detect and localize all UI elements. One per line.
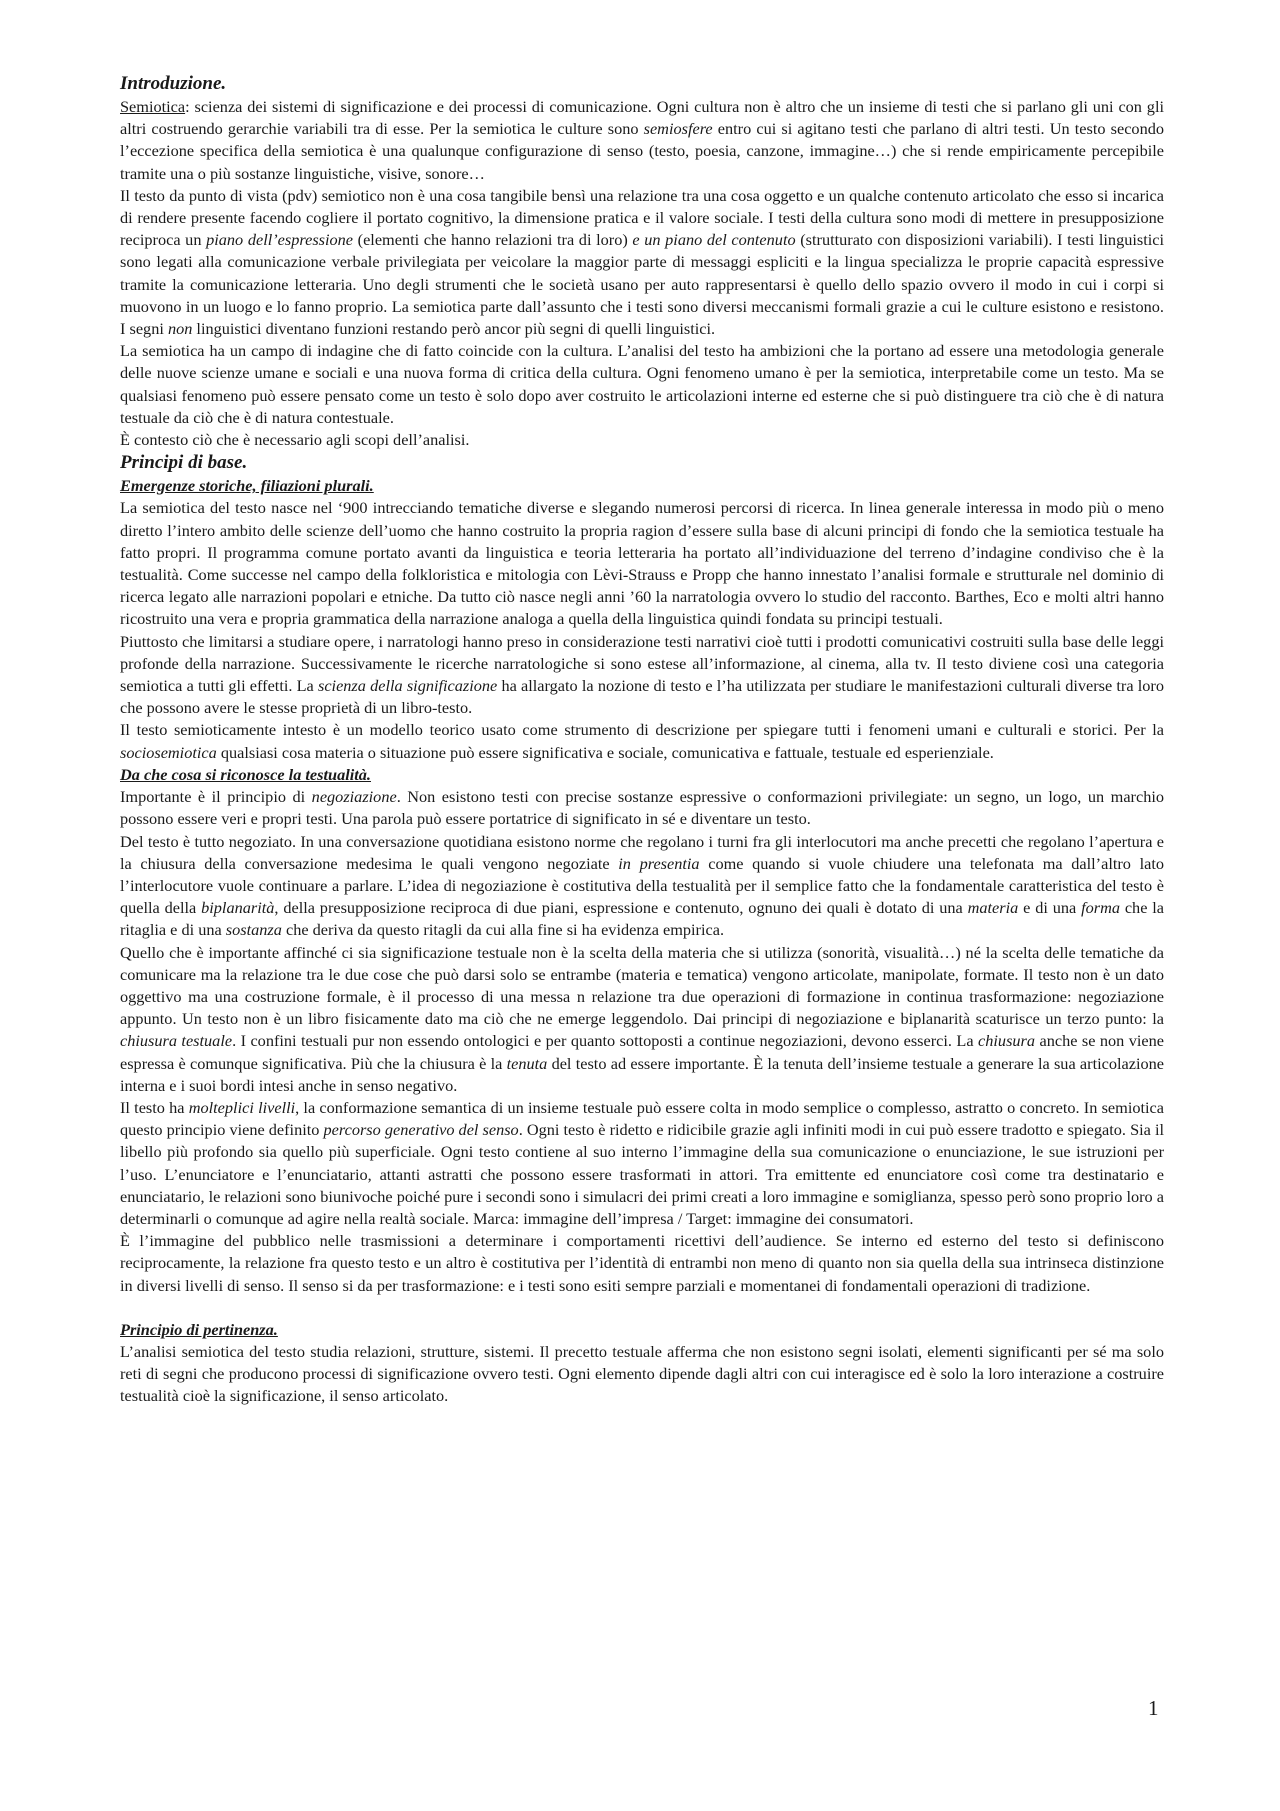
emphasis: non — [167, 319, 193, 339]
text-run: . I confini testuali pur non essendo ontologici e per quanto sottoposti a continue negoziazioni, devono esserci. La — [232, 1031, 979, 1051]
testualita-paragraph-3 — [120, 942, 1164, 1097]
text-run: e di una — [1018, 898, 1082, 918]
text-run: : scienza dei sistemi di significazione e dei processi di comunicazione. Ogni cultura non è altro che un insieme di testi che si parlano gli uni con gli altri costruendo gerarchie variabili tra di esse. Per la semiotica le culture sono — [120, 97, 1164, 139]
text-run: (strutturato con disposizioni variabili). I testi linguistici sono legati alla comunicazione verbale privilegiata per veicolare la maggior parte di messaggi espliciti e la lingua specializza le proprie capacità espressive tramite la comunicazione letteraria. Uno degli strumenti che le società usano per auto rappresentarsi è quello dello spazio ovvero il modo in cui i corpi si muovono in un luogo e lo fanno proprio. La semiotica parte dall’assunto che i testi sono diversi meccanismi formali grazie a cui le culture esistono e resistono. I segni — [120, 230, 1165, 339]
emphasis: biplanarità — [201, 898, 275, 918]
text-run: Piuttosto che limitarsi a studiare opere, i narratologi hanno preso in considerazione testi narrativi cioè tutti i prodotti comunicativi costruiti sulla base delle leggi profonde della narrazione. Successivamente le ricerche narratologiche si sono estese all’informazione, al cinema, alla tv. Il testo diviene così una categoria semiotica a tutti gli effetti. La — [120, 631, 1164, 696]
emphasis: semiosfere — [643, 119, 713, 139]
text-run: linguistici diventano funzioni restando però ancor più segni di quelli linguistici. — [192, 319, 716, 339]
text-run: Il testo da punto di vista (pdv) semiotico non è una cosa tangibile bensì una relazione tra una cosa oggetto e un qualche contenuto articolato che esso si incarica di rendere presente facendo cogliere il portato cognitivo, la dimensione pratica e il valore sociale. I testi della cultura sono modi di mettere in presupposizione reciproca un — [120, 185, 1164, 250]
emergenze-paragraph-3 — [120, 719, 1164, 763]
testualita-paragraph-1 — [120, 786, 1164, 830]
section-title-emergenze: Emergenze storiche, filiazioni plurali. — [120, 476, 374, 496]
text-run: come quando si vuole chiudere una telefonata ma dall’altro lato l’interlocutore vuole continuare a parlare. L’idea di negoziazione è costitutiva della testualità per il semplice fatto che la fondamentale caratteristica del testo è quella della — [120, 853, 1164, 918]
section-title-pertinenza: Principio di pertinenza. — [120, 1319, 278, 1339]
text-run: , la conformazione semantica di un insieme testuale può essere colta in modo semplice o complesso, astratto o concreto. In semiotica questo principio viene definito — [120, 1097, 1164, 1140]
text-run: Del testo è tutto negoziato. In una conversazione quotidiana esistono norme che regolano i turni fra gli interlocutori ma anche precetti che regolano l’apertura e la chiusura della conversazione medesima le quali vengono negoziate — [120, 831, 1164, 873]
emergenze-paragraph-2 — [120, 631, 1164, 720]
emphasis: materia — [967, 898, 1019, 918]
emphasis: molteplici livelli — [188, 1097, 296, 1117]
emphasis: forma — [1081, 898, 1120, 918]
emphasis: tenuta — [506, 1053, 548, 1073]
emphasis: piano dell’espressione — [206, 230, 354, 250]
emphasis: chiusura testuale — [120, 1031, 233, 1051]
text-run: Il testo ha — [120, 1097, 189, 1117]
intro-paragraph-1 — [120, 96, 1164, 185]
page-number: 1 — [1148, 1696, 1159, 1720]
document-page — [120, 72, 1164, 1408]
text-run: che deriva da questo ritagli da cui alla fine si ha evidenza empirica. — [281, 920, 725, 940]
text-run: entro cui si agitano testi che parlano di altri testi. Un testo secondo l’eccezione specifica della semiotica è una qualunque configurazione di senso (testo, poesia, canzone, immagine…) che si rende empiricamente percepibile tramite una o più sostanze linguistiche, visive, sonore… — [120, 119, 1164, 183]
emphasis: sociosemiotica — [120, 742, 217, 762]
text-run: . Ogni testo è ridetto e ridicibile grazie agli infiniti modi in cui può essere tradotto e spiegato. Sia il libello più profondo sia quello più superficiale. Ogni testo contiene al suo interno l’immagine della sua comunicazione o enunciazione, le sue istruzioni per l’uso. L’enunciatore e l’enunciatario, attanti astratti che possono essere trasformati in attori. Tra emittente ed enunciatore così come tra destinatario e enunciatario, le relazioni sono biunivoche poiché pure i secondi sono i simulacri dei primi creati a loro immagine e somiglianza, spesso però sono proprio loro a determinarli o comunque ad agire nella realtà sociale. Marca: immagine dell’impresa / Target: immagine dei consumatori. — [120, 1120, 1165, 1228]
text-run: Importante è il principio di — [120, 787, 312, 807]
text-run: . Non esistono testi con precise sostanze espressive o conformazioni privilegiate: un segno, un logo, un marchio possono essere veri e propri testi. Una parola può essere portatrice di significato in sé e diventare un testo. — [120, 787, 1165, 829]
text-run: Quello che è importante affinché ci sia significazione testuale non è la scelta della materia che si utilizza (sonorità, visualità…) né la scelta delle tematiche da comunicare ma la relazione tra le due cose che può darsi solo se entrambe (materia e tematica) vengono articolate, manipolate, formate. Il testo non è un dato oggettivo ma una costruzione formale, è il processo di una messa n relazione tra due operazioni di formazione in continua trasformazione: negoziazione appunto. Un testo non è un libro fisicamente dato ma ciò che ne emerge leggendolo. Dai principi di negoziazione e biplanarità scaturisce un terzo punto: la — [120, 942, 1164, 1029]
term-semiotica: Semiotica — [120, 97, 186, 116]
intro-paragraph-2 — [120, 185, 1164, 340]
intro-paragraph-3: La semiotica ha un campo di indagine che di fatto coincide con la cultura. L’analisi del testo ha ambizioni che la portano ad essere una metodologia generale delle nuove scienze umane e sociali e una nuova forma di critica della cultura. Ogni fenomeno umano è per la semiotica, interpretabile come un testo. Ma se qualsiasi fenomeno può essere pensato come un testo è solo dopo aver costruito le articolazioni interne ed esterne che si può distinguere tra ciò che è di natura testuale da ciò che è di natura contestuale. — [120, 341, 1164, 427]
paragraph-spacer — [120, 1297, 1164, 1319]
testualita-paragraph-2 — [120, 831, 1164, 942]
emphasis: sostanza — [225, 920, 282, 940]
emergenze-paragraph-1: La semiotica del testo nasce nel ‘900 intrecciando tematiche diverse e slegando numerosi percorsi di ricerca. In linea generale interessa in modo più o meno diretto l’intero ambito delle scienze dell’uomo che hanno costruito la propria ragion d’essere sulla base di alcuni principi di fondo che la semiotica testuale ha fatto propri. Il programma comune portato avanti da linguistica e teoria letteraria ha portato all’individuazione del terreno d’indagine condiviso che è la testualità. Come successe nel campo della folkloristica e mitologia con Lèvi-Strauss e Propp che hanno innestato l’analisi formale e strutturale nel dominio di ricerca legato alle narrazioni popolari e etniche. Da tutto ciò nasce negli anni ’60 la narratologia ovvero lo studio del racconto. Barthes, Eco e molti altri hanno ricostruito una vera e propria grammatica della narrazione analoga a quella della linguistica quindi fondata su principi testuali. — [120, 498, 1164, 629]
intro-paragraph-4: È contesto ciò che è necessario agli scopi dell’analisi. — [120, 430, 470, 450]
testualita-paragraph-4 — [120, 1097, 1164, 1230]
text-run: ha allargato la nozione di testo e l’ha utilizzata per studiare le manifestazioni culturali diverse tra loro che possono avere le stesse proprietà di un libro-testo. — [120, 676, 1164, 718]
text-run: (elementi che hanno relazioni tra di loro) — [353, 230, 633, 250]
emphasis: percorso generativo del senso — [323, 1120, 519, 1140]
emphasis: negoziazione — [311, 787, 397, 807]
emphasis: scienza della significazione — [317, 676, 498, 696]
emphasis: in presentia — [618, 853, 700, 873]
testualita-paragraph-5: È l’immagine del pubblico nelle trasmissioni a determinare i comportamenti ricettivi dell’audience. Se interno ed esterno del testo si definiscono reciprocamente, la relazione fra questo testo e un altro è costitutiva per l’identità di entrambi non meno di quanto non sia quella della sua intrinseca distinzione in diversi livelli di senso. Il senso si da per trasformazione: e i testi sono esiti sempre parziali e momentanei di fondamentali operazioni di tradizione. — [120, 1231, 1164, 1295]
text-run: Il testo semioticamente intesto è un modello teorico usato come strumento di descrizione per spiegare tutti i fenomeni umani e culturali e storici. Per la — [120, 720, 1164, 740]
text-run: anche se non viene espressa è comunque significativa. Più che la chiusura è la — [120, 1031, 1165, 1073]
emphasis: chiusura — [978, 1031, 1036, 1051]
pertinenza-paragraph-1: L’analisi semiotica del testo studia relazioni, strutture, sistemi. Il precetto testuale afferma che non esistono segni isolati, elementi significanti per sé ma solo reti di segni che producono processi di significazione ovvero testi. Ogni elemento dipende dagli altri con cui interagisce ed è solo la loro interazione a costruire testualità cioè la significazione, il senso articolato. — [120, 1341, 1164, 1406]
text-run: del testo ad essere importante. È la tenuta dell’insieme testuale a generare la sua articolazione interna e i suoi bordi intesi anche in senso negativo. — [120, 1053, 1164, 1095]
heading-principi-di-base: Principi di base. — [120, 452, 248, 474]
section-title-testualita: Da che cosa si riconosce la testualità. — [120, 764, 371, 784]
heading-introduzione: Introduzione. — [120, 73, 227, 94]
emphasis: e un piano del contenuto — [632, 230, 796, 250]
text-run: , della presupposizione reciproca di due piani, espressione e contenuto, ognuno dei quali è dotato di una — [274, 898, 968, 918]
text-run: qualsiasi cosa materia o situazione può essere significativa e sociale, comunicativa e fattuale, testuale ed esperienziale. — [216, 742, 994, 762]
text-run: che la ritaglia e di una — [120, 898, 1165, 940]
